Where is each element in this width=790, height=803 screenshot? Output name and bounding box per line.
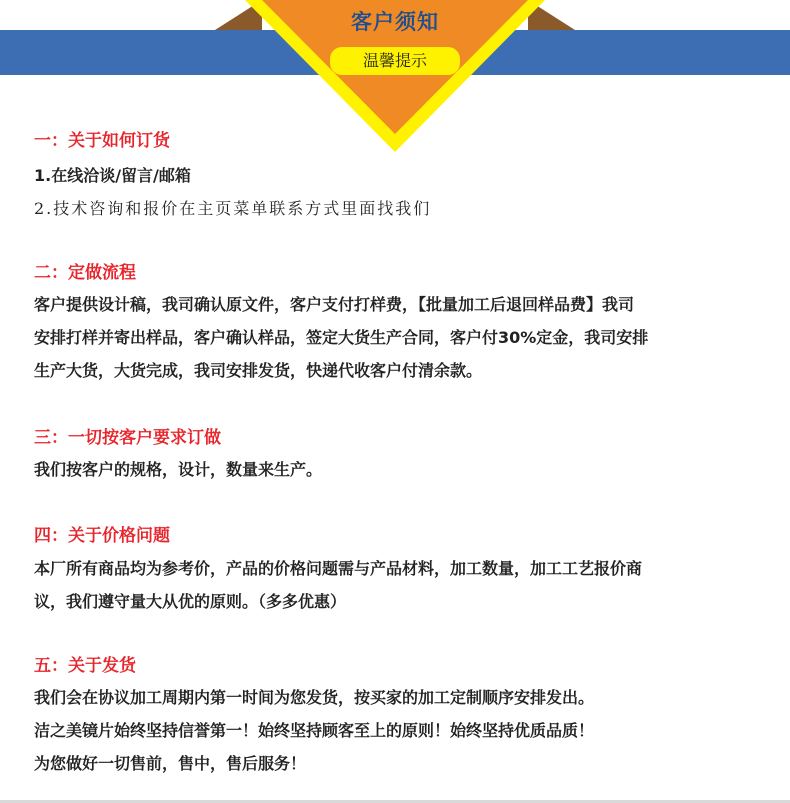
section-heading: 二：定做流程 [34,263,136,283]
section-pricing [34,523,774,653]
banner-subtitle: 温馨提示 [330,47,460,75]
banner-title: 客户须知 [351,10,439,34]
section-heading: 一：关于如何订货 [34,131,170,151]
section-line: 为您做好一切售前，售中，售后服务！ [34,754,307,773]
section-line: 客户提供设计稿，我司确认原文件，客户支付打样费，【批量加工后退回样品费】我司 [34,295,635,314]
section-line: 2.技术咨询和报价在主页菜单联系方式里面找我们 [34,199,432,218]
section-line: 我们按客户的规格，设计，数量来生产。 [34,460,323,479]
section-line: 洁之美镜片始终坚持信誉第一！始终坚持顾客至上的原则！始终坚持优质品质！ [34,721,595,740]
section-heading: 五：关于发货 [34,656,136,676]
section-custom [34,425,774,523]
section-process [34,260,774,425]
section-line: 生产大货，大货完成，我司安排发货，快递代收客户付清余款。 [34,361,483,380]
section-line: 1.在线洽谈/留言/邮箱 [34,166,191,185]
section-heading: 四：关于价格问题 [34,526,170,546]
section-line: 我们会在协议加工周期内第一时间为您发货，按买家的加工定制顺序安排发出。 [34,688,595,707]
section-shipping [34,653,774,780]
notice-content [34,128,774,780]
section-line: 安排打样并寄出样品，客户确认样品，签定大货生产合同，客户付30%定金，我司安排 [34,328,649,347]
section-heading: 三：一切按客户要求订做 [34,428,221,448]
section-line: 议，我们遵守量大从优的原则。（多多优惠） [34,592,347,611]
section-ordering [34,128,774,260]
section-line: 本厂所有商品均为参考价，产品的价格问题需与产品材料，加工数量，加工工艺报价商 [34,559,643,578]
